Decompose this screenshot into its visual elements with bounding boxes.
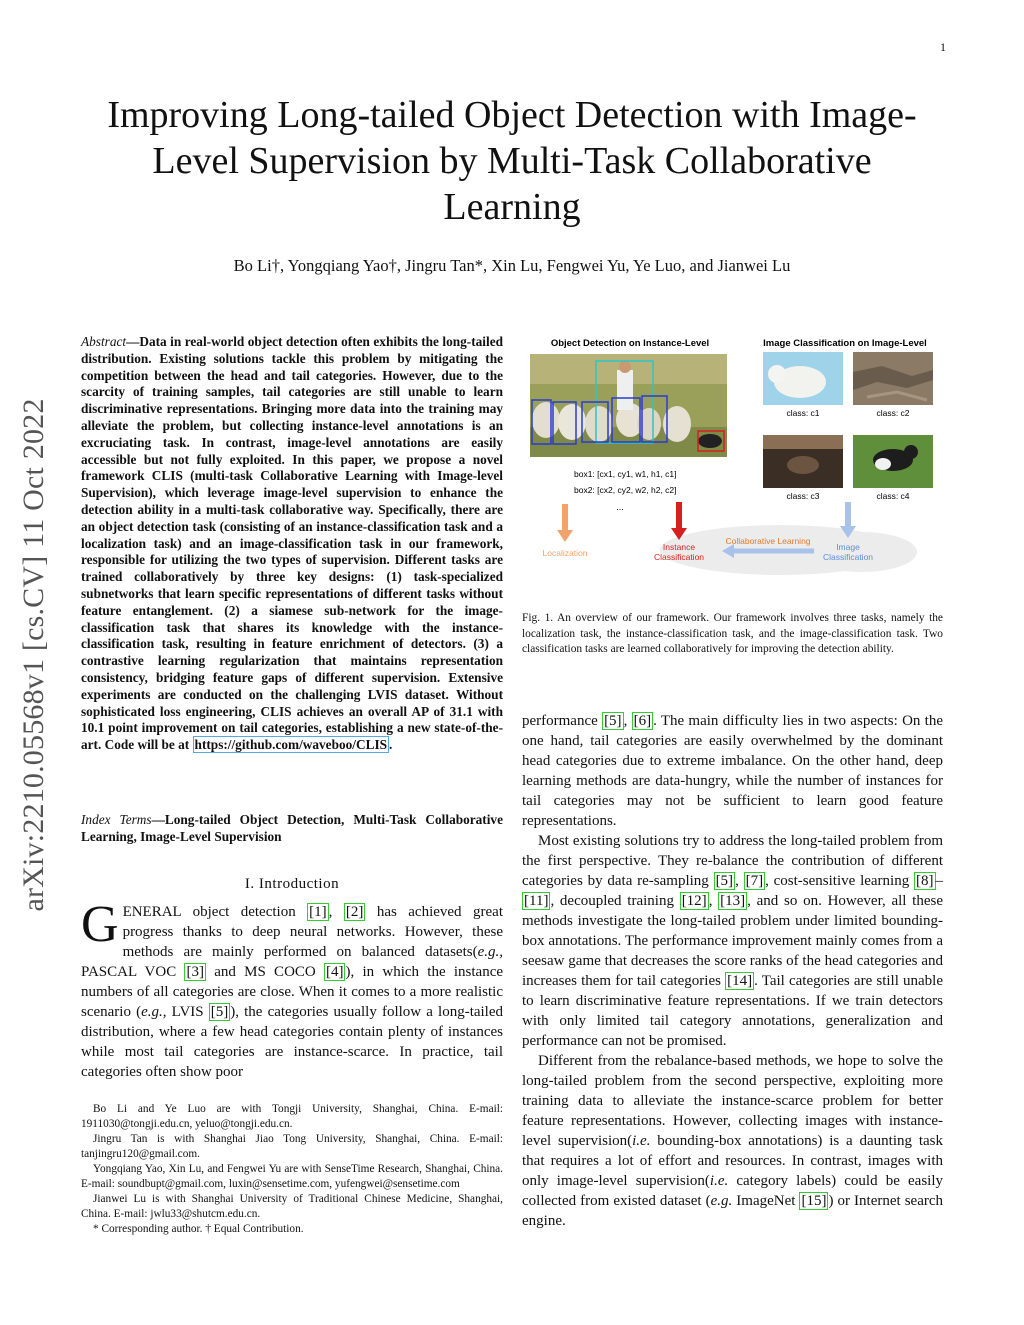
body-text: Most existing solutions try to address the long-tailed problem from the first perspective. They re-balance the contribution of different categories by data re-sampling — [522, 833, 943, 889]
section-heading: I. Introduction — [244, 876, 340, 892]
body-text: ) or Internet search engine. — [522, 1193, 944, 1229]
body-text: . Tail categories are still unable to learn discriminative feature representations. If we train detectors with only limited tail category annotations, generalization and performance can not be promised. — [522, 973, 943, 1049]
body-text: category labels) could be easily collected from existed dataset ( — [522, 1173, 944, 1209]
class-label-4: class: c4 — [876, 491, 910, 501]
abstract-text: —Data in real-world object detection often exhibits the long-tailed distribution. Existing solutions tackle this problem by mitigating the competition between the head and tail categories. However, due to the scarcity of training samples, tail categories are still unable to learn discriminative representations. Bringing more data into the training may alleviate the problem, but collecting instance-level annotations is an excruciating task. In contrast, image-level annotations are easily accessible but not fully exploited. In this paper, we propose a novel framework CLIS (multi-task Collaborative Learning with Image-level Supervision), which leverage image-level supervision to enhance the detection ability in a multi-task collaborative way. Specifically, there are an object detection task (consisting of an instance-classification task and a localization task) and an image-classification task in our framework, responsible for utilizing the two types of supervision. Different tasks are trained collaboratively by three key designs: (1) task-specialized subnetworks that learn specific representations of different tasks without feature entanglement. (2) a siamese sub-network for the image-classification task that shares its knowledge with the instance-classification task, resulting in feature enrichment of detectors. (3) a contrastive learning regularization that maintains representation consistency, bridging feature gaps of different supervision. Extensive experiments are conducted on the challenging LVIS dataset. Without sophisticated loss engineering, CLIS achieves an overall AP of 31.1 with 10.1 point improvement on tail categories, establishing a new state-of-the-art. Code will be at — [81, 334, 503, 753]
intro-text: e.g., — [477, 944, 503, 960]
body-text: . The main difficulty lies in two aspects: On the one hand, tail categories are easily overwhelmed by the dominant head categories due to extreme imbalance. On the other hand, deep learning methods are data-hungry, while the number of instances for tail categories may not be sufficient to learn good feature representations. — [522, 713, 943, 829]
body-text: performance — [522, 713, 603, 729]
citation-link[interactable]: [8] — [916, 873, 934, 889]
code-link[interactable]: https://github.com/waveboo/CLIS — [194, 737, 388, 753]
body-text: , and so on. However, all these methods investigate the long-tailed problem under limited bounding-box annotations. The performance improvement mainly comes from a seesaw game that decreases the score ranks of the head categories and increases them for tail categories — [522, 893, 944, 989]
dog-dark-photo — [763, 435, 843, 488]
instance-label-2: Classification — [653, 552, 705, 562]
citation-link[interactable]: [5] — [715, 873, 734, 889]
body-text: Different from the rebalance-based methods, we hope to solve the long-tailed problem from the second perspective, exploiting more training data to alleviate the instance-scarce problem for better feature representations. However, collecting images with instance-level supervision( — [522, 1053, 943, 1149]
paragraph — [522, 711, 943, 831]
paper-title: Improving Long-tailed Object Detection with Image-Level Supervision by Multi-Task Collaborative Learning — [107, 94, 917, 228]
footnotes — [81, 1102, 503, 1237]
intro-text: LVIS — [166, 1004, 209, 1020]
intro-text: e.g., — [141, 1004, 167, 1020]
abstract: Abstract—Data in real-world object detection often exhibits the long-tailed distribution. Existing solutions tackle this problem by mitigating the competition between the head and tail categories. However, due to the scarcity of training samples, tail categories are still unable to learn discriminative representations. Bringing more data into the training may alleviate the problem, but collecting instance-level annotations is an excruciating task. In contrast, image-level annotations are easily accessible but not fully exploited. In this paper, we propose a novel framework CLIS (multi-task Collaborative Learning with Image-level Supervision), which leverage image-level supervision to enhance the detection ability in a multi-task collaborative way. Specifically, there are an object detection task (consisting of an instance-classification task and a localization task) and an image-classification task in our framework, responsible for utilizing the two types of supervision. Different tasks are trained collaboratively by three key designs: (1) task-specialized subnetworks that learn specific representations of different tasks without feature entanglement. (2) a siamese sub-network for the image-classification task that shares its knowledge with the instance-classification task, resulting in feature enrichment of detectors. (3) a contrastive learning regularization that maintains representation consistency, bridging feature gaps of different supervision. Extensive experiments are conducted on the challenging LVIS dataset. Without sophisticated loss engineering, CLIS achieves an overall AP of 31.1 with 10.1 point improvement on tail categories, establishing a new state-of-the-art. Code will be at https://github.com/waveboo/CLIS . — [81, 334, 503, 753]
body-text: e.g. — [710, 1193, 733, 1209]
citation-link[interactable]: [2] — [345, 904, 364, 920]
sheep-photo — [530, 354, 727, 457]
citation-link[interactable]: [4] — [325, 964, 344, 980]
box-ellipsis: ... — [616, 502, 624, 512]
body-text: , cost-sensitive learning — [765, 873, 915, 889]
figure-heading-right: Image Classification on Image-Level — [763, 338, 927, 349]
citation-link[interactable]: [15] — [801, 1193, 827, 1209]
body-text: i.e. — [709, 1173, 729, 1189]
class-label-3: class: c3 — [786, 491, 820, 501]
intro-text: ), in which the instance numbers of all categories are close. When it comes to a more realistic scenario ( — [81, 964, 504, 1020]
author-list: Bo Li†, Yongqiang Yao†, Jingru Tan*, Xin Lu, Fengwei Yu, Ye Luo, and Jianwei Lu — [233, 256, 791, 275]
citation-link[interactable]: [12] — [681, 893, 707, 909]
figure-overview — [522, 332, 944, 594]
tree-bark-photo — [853, 352, 933, 405]
citation-link[interactable]: [14] — [727, 973, 753, 989]
localization-label: Localization — [542, 548, 588, 558]
paragraph — [522, 831, 943, 1051]
citation-link[interactable]: [5] — [210, 1004, 229, 1020]
body-text: – — [935, 873, 944, 889]
footnote: Jingru Tan is with Shanghai Jiao Tong University, Shanghai, China. E-mail: tanjingru120@gmail.com. — [81, 1133, 503, 1160]
drop-cap: G — [81, 896, 119, 953]
intro-text: and MS COCO — [205, 964, 324, 980]
footnote: * Corresponding author. † Equal Contribution. — [93, 1223, 304, 1235]
image-label-1: Image — [836, 542, 860, 552]
footnote: Yongqiang Yao, Xin Lu, and Fengwei Yu are with SenseTime Research, Shanghai, China. E-mail: soundbupt@gmail.com, luxin@sensetime.com, yufengwei@sensetime.com — [81, 1163, 503, 1190]
citation-link[interactable]: [13] — [720, 893, 746, 909]
class-label-2: class: c2 — [876, 408, 910, 418]
body-text: i.e. — [632, 1133, 651, 1149]
figure-heading-left: Object Detection on Instance-Level — [550, 338, 710, 349]
figure-caption: Fig. 1. An overview of our framework. Our framework involves three tasks, namely the localization task, the instance-classification task, and the image-classification task. Two classification tasks are learned collaboratively for improving the detection ability. — [522, 612, 943, 655]
footnote: Jianwei Lu is with Shanghai University of Traditional Chinese Medicine, Shanghai, China. E-mail: jwlu33@shutcm.edu.cn. — [81, 1193, 503, 1220]
body-text: , — [735, 873, 744, 889]
citation-link[interactable]: [6] — [633, 713, 652, 729]
intro-text: , — [328, 904, 344, 920]
collab-label: Collaborative Learning — [725, 536, 811, 546]
polar-bear-photo — [763, 352, 843, 405]
localization-arrowhead — [557, 530, 573, 542]
arxiv-identifier-text: arXiv:2210.05568v1 [cs.CV] 11 Oct 2022 — [17, 398, 50, 912]
body-text: bounding-box annotations) is a daunting task that requires a lot of effort and resources. In contrast, images with only image-level supervision( — [522, 1133, 944, 1189]
footnote: Bo Li and Ye Luo are with Tongji University, Shanghai, China. E-mail: 1911030@tongji.edu.cn, yeluo@tongji.edu.cn. — [81, 1103, 503, 1130]
image-label-2: Classification — [822, 552, 874, 562]
class-label-1: class: c1 — [786, 408, 820, 418]
right-column-text — [522, 711, 943, 1231]
intro-text: ), the categories usually follow a long-tailed distribution, where a few head categories contain plenty of instances while most tail categories are instance-scarce. In practice, tail categories often show poor — [81, 1004, 504, 1080]
intro-text: has achieved great progress thanks to deep neural networks. However, these methods are mainly performed on balanced datasets( — [122, 904, 503, 960]
body-text: , — [623, 713, 632, 729]
index-terms — [81, 812, 503, 846]
body-text: , — [708, 893, 719, 909]
citation-link[interactable]: [5] — [604, 713, 622, 729]
arxiv-identifier — [8, 360, 60, 950]
intro-text: PASCAL VOC — [81, 964, 185, 980]
dog-grass-photo — [853, 435, 933, 488]
box-annotation-1: box1: [cx1, cy1, w1, h1, c1] — [574, 469, 677, 479]
box-annotation-2: box2: [cx2, cy2, w2, h2, c2] — [574, 485, 677, 495]
citation-link[interactable]: [7] — [745, 873, 764, 889]
intro-text: ENERAL object detection — [122, 904, 308, 920]
citation-link[interactable]: [3] — [186, 964, 204, 980]
paragraph — [522, 1051, 943, 1231]
index-terms-label: Index Terms — [81, 812, 152, 827]
intro-paragraph — [81, 896, 504, 1082]
body-text: ImageNet — [732, 1193, 800, 1209]
citation-link[interactable]: [1] — [309, 904, 327, 920]
abstract-label: Abstract — [81, 334, 127, 349]
page-number: 1 — [940, 40, 946, 54]
index-terms-text: —Long-tailed Object Detection, Multi-Task Collaborative Learning, Image-Level Supervision — [81, 812, 503, 844]
instance-label-1: Instance — [662, 542, 696, 552]
citation-link[interactable]: [11] — [524, 893, 549, 909]
body-text: , decoupled training — [550, 893, 680, 909]
